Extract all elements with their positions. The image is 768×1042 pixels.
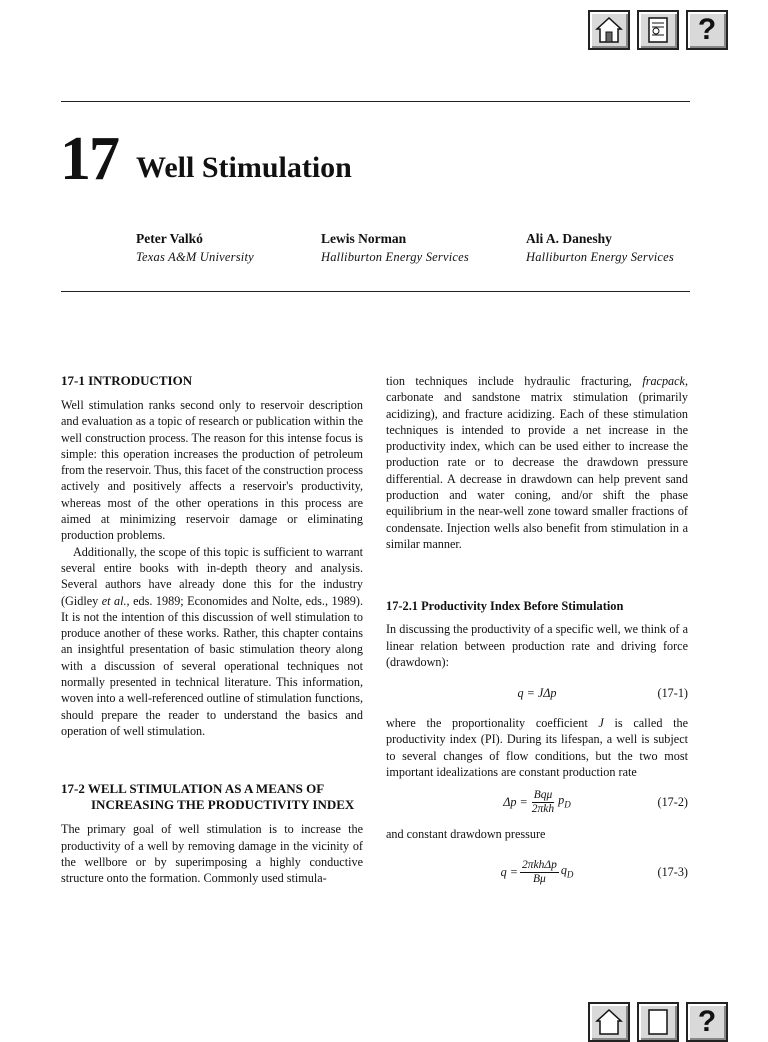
paragraph xyxy=(61,544,363,740)
contents-button[interactable] xyxy=(637,10,679,50)
author-name: Lewis Norman xyxy=(321,231,407,246)
author-1 xyxy=(136,231,254,265)
right-column xyxy=(386,373,688,895)
paragraph: and constant drawdown pressure xyxy=(386,827,546,842)
equation-number: (17-2) xyxy=(657,795,688,810)
author-2 xyxy=(321,231,469,265)
help-icon: ? xyxy=(697,1005,717,1038)
author-name: Peter Valkó xyxy=(136,231,203,246)
text-run: tion techniques include hydraulic fracturing, xyxy=(386,374,643,388)
contents-button-bottom[interactable] xyxy=(637,1002,679,1042)
home-button[interactable] xyxy=(588,10,630,50)
equation-number: (17-1) xyxy=(657,686,688,700)
equation-17-3: q = $\frac{\text{2πkhΔp}}{B\mu}$ $q_D$ (17-3) xyxy=(500,859,688,886)
text-run: eds. 1989; Economides and Nolte, eds., 1989). It is not the intention of this discussion of well stimulation to produce another of these works. Rather, this chapter contains an insightful presentation of basic stimulation theory along with a discussion of several operational techniques not normally presented in technical literature. This information, woven into a well-referenced outline of stimulation functions, should prepare the reader to understand the basics and operation of well stimulation. xyxy=(61,593,363,738)
paragraph xyxy=(386,715,688,780)
equation-17-2: Δp = $\frac{\text{Bqμ}}{\text{2πkh}}$ $p_D$ (17-2) xyxy=(503,788,688,815)
equation-number: (17-3) xyxy=(657,865,688,880)
help-button[interactable] xyxy=(686,10,728,50)
bottom-nav xyxy=(588,1002,728,1042)
author-name: Ali A. Daneshy xyxy=(526,231,612,246)
header-bottom-rule xyxy=(61,291,690,292)
home-icon xyxy=(594,1007,624,1037)
author-affiliation: Texas A&M University xyxy=(136,250,254,264)
section-heading-intro: 17-1 INTRODUCTION xyxy=(61,373,193,388)
text-run: fracpack xyxy=(642,374,685,388)
home-button-bottom[interactable] xyxy=(588,1002,630,1042)
text-run: et al., xyxy=(101,593,130,608)
chapter-number: 17 xyxy=(60,125,118,193)
author-affiliation: Halliburton Energy Services xyxy=(321,250,469,264)
text-run: is called the productivity index (PI). During its lifespan, a well is subject to several changes of flow conditions, but the two most important idealizations are constant production rate xyxy=(386,716,688,780)
chapter-title: Well Stimulation xyxy=(136,151,352,184)
paragraph: Well stimulation ranks second only to reservoir description and evaluation as a topic of research or publication within the well construction process. The reason for this intense focus is simple: this operation increases the production of petroleum from the reservoir. Thus, this facet of the construction process actively and positively affects a reservoir's productivity, whereas most of the other operations in this process are aimed at minimizing reservoir damage or eliminating production problems. xyxy=(61,398,364,543)
section-heading-17-2: 17-2 WELL STIMULATION AS A MEANS OF INCREASING THE PRODUCTIVITY INDEX xyxy=(61,781,355,813)
left-column xyxy=(61,373,363,886)
help-button-bottom[interactable] xyxy=(686,1002,728,1042)
text-run: J xyxy=(598,716,604,731)
top-rule xyxy=(61,101,690,102)
home-icon xyxy=(594,15,624,45)
contents-icon xyxy=(643,15,673,45)
paragraph: In discussing the productivity of a specific well, we think of a linear relation between production rate and driving force (drawdown): xyxy=(386,622,688,669)
subsection-heading-17-2-1: 17-2.1 Productivity Index Before Stimulation xyxy=(386,599,624,614)
author-3 xyxy=(526,231,674,265)
paragraph: The primary goal of well stimulation is to increase the productivity of a well by removing damage in the vicinity of the wellbore or by superimposing a highly conductive structure onto the formation. Commonly used stimula- xyxy=(61,822,363,886)
text-run: where the proportionality coefficient xyxy=(386,716,599,731)
text-run: Additionally, the scope of this topic is sufficient to warrant several entire books with in-depth theory and analysis. Several authors have already done this for the industry (Gidley xyxy=(61,544,363,608)
author-affiliation: Halliburton Energy Services xyxy=(526,250,674,264)
paragraph xyxy=(386,373,688,552)
contents-icon xyxy=(643,1007,673,1037)
equation-17-1: q = JΔp (17-1) xyxy=(517,686,688,700)
text-run: , carbonate and sandstone matrix stimulation (primarily acidizing), and fracture acidizing. Each of these stimulation techniques is intended to provide a net increase in the productivity index, which can be used either to increase the production rate or to decrease the drawdown pressure differential. A decrease in drawdown can help prevent sand production and water coning, and/or shift the phase equilibrium in the near-well zone toward smaller fractions of condensate. Injection wells also benefit from stimulation in a similar manner. xyxy=(386,374,688,551)
help-icon: ? xyxy=(697,13,717,46)
top-nav xyxy=(588,10,728,50)
